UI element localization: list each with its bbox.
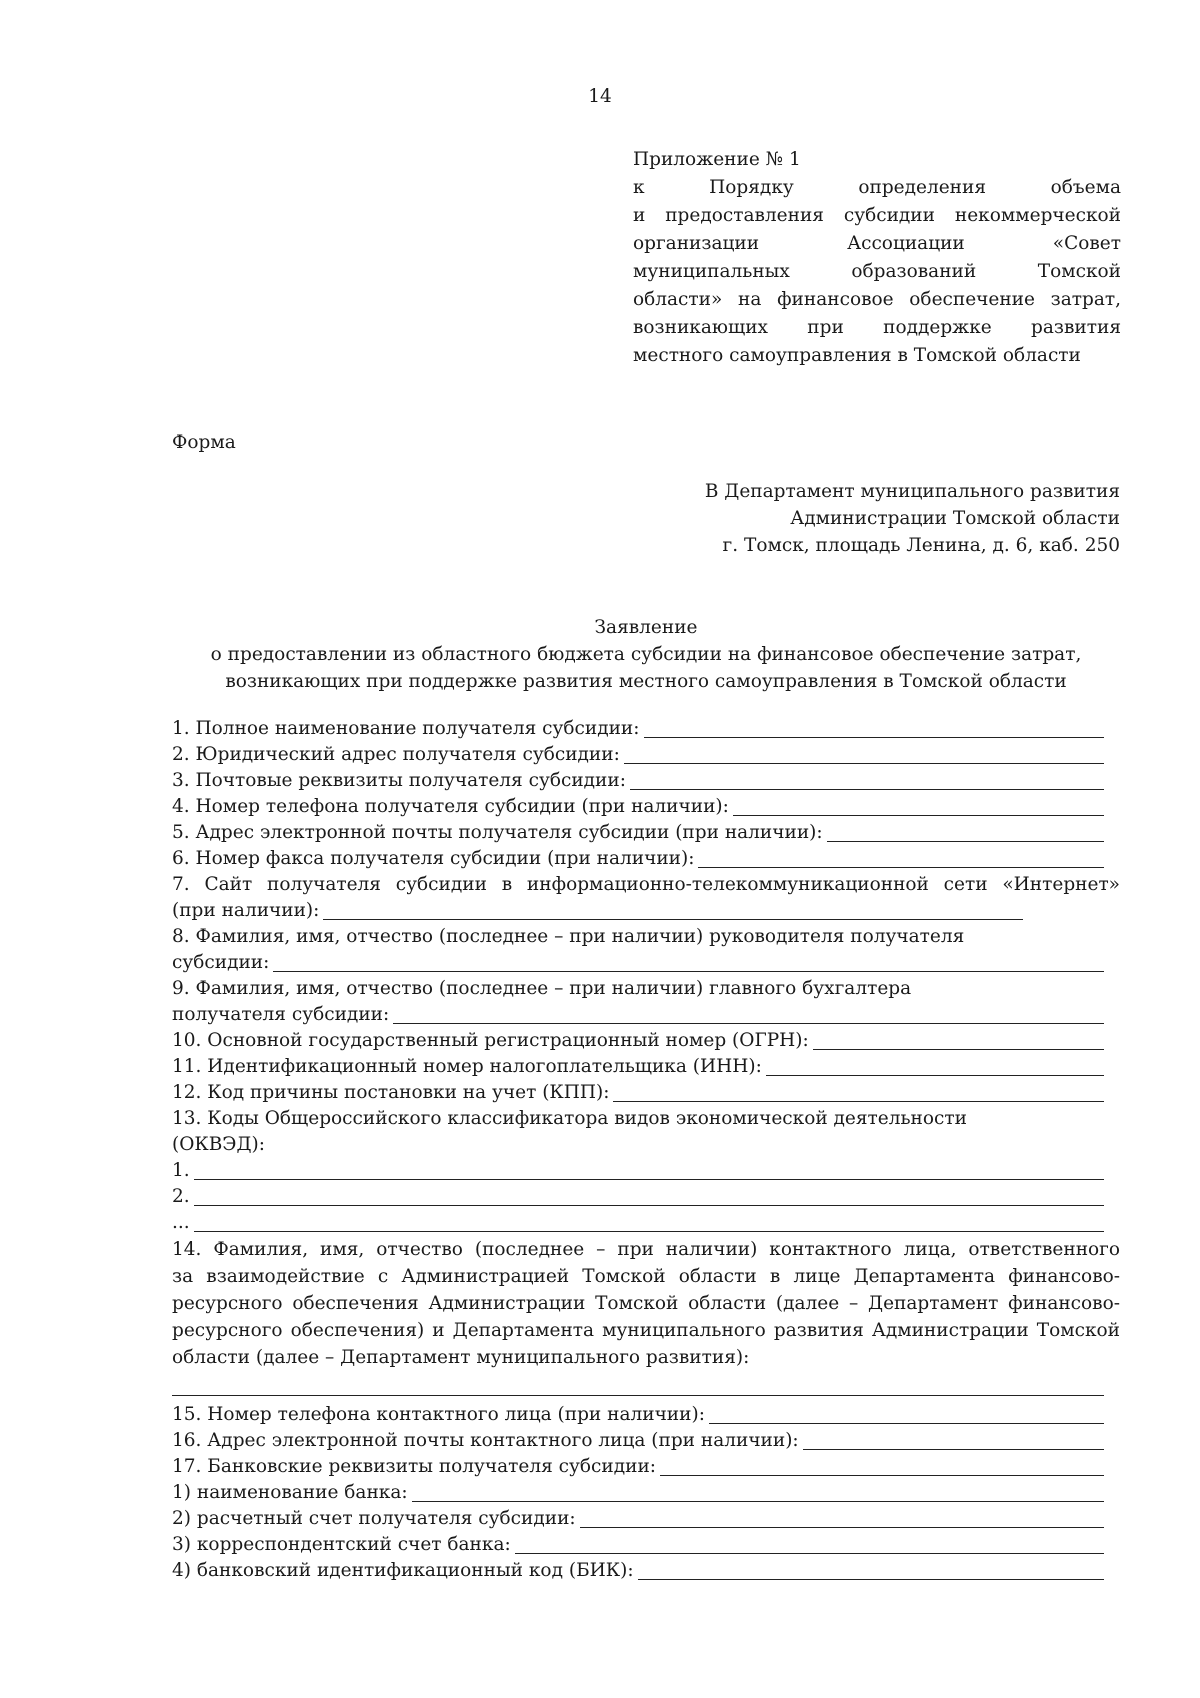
document-title — [172, 614, 1120, 695]
fill-line[interactable] — [630, 769, 1104, 790]
fill-line[interactable] — [194, 1211, 1104, 1232]
field-row — [172, 846, 1104, 872]
fill-line[interactable] — [580, 1507, 1104, 1528]
fill-line[interactable] — [644, 717, 1105, 738]
field-label: 11. Идентификационный номер налогоплательщика (ИНН): — [172, 1056, 762, 1077]
fill-line[interactable] — [273, 951, 1104, 972]
appendix-line: муниципальных образований Томской — [633, 261, 1121, 282]
field-row — [172, 1028, 1104, 1054]
field-row — [172, 1054, 1104, 1080]
fill-line[interactable] — [412, 1481, 1104, 1502]
appendix-line: к Порядку определения объема — [633, 177, 1121, 198]
field-row — [172, 1402, 1104, 1428]
fill-line[interactable] — [194, 1159, 1104, 1180]
fill-line[interactable] — [766, 1055, 1104, 1076]
field-row — [172, 1506, 1104, 1532]
field-row — [172, 898, 1104, 924]
appendix-line: возникающих при поддержке развития — [633, 317, 1121, 338]
field-label: 2. Юридический адрес получателя субсидии: — [172, 744, 620, 765]
field-14-paragraph — [172, 1236, 1120, 1371]
title-heading: Заявление — [594, 617, 698, 638]
fill-line[interactable] — [813, 1029, 1104, 1050]
field-row — [172, 1454, 1104, 1480]
field-row — [172, 950, 1104, 976]
field-row — [172, 794, 1104, 820]
fill-line[interactable] — [172, 1375, 1104, 1396]
appendix-title: Приложение № 1 — [633, 149, 801, 170]
field-label: (ОКВЭД): — [172, 1134, 265, 1155]
appendix-line: местного самоуправления в Томской области — [633, 345, 1081, 366]
fill-line[interactable] — [613, 1081, 1104, 1102]
field-label: 8. Фамилия, имя, отчество (последнее – при наличии) руководителя получателя — [172, 926, 965, 947]
fill-line[interactable] — [638, 1559, 1104, 1580]
field-row — [172, 1532, 1104, 1558]
addressee-line: г. Томск, площадь Ленина, д. 6, каб. 250 — [722, 535, 1120, 556]
field-row — [172, 1428, 1104, 1454]
field-label: 5. Адрес электронной почты получателя субсидии (при наличии): — [172, 822, 823, 843]
field-label: за взаимодействие с Администрацией Томской области в лице Департамента финансово- — [172, 1266, 1120, 1287]
appendix-block — [633, 146, 1121, 370]
field-row — [172, 768, 1104, 794]
fill-line[interactable] — [803, 1429, 1104, 1450]
field-label: 9. Фамилия, имя, отчество (последнее – при наличии) главного бухгалтера — [172, 978, 912, 999]
field-label: 12. Код причины постановки на учет (КПП): — [172, 1082, 610, 1103]
field-row — [172, 716, 1104, 742]
field-row — [172, 1002, 1104, 1028]
field-label: области (далее – Департамент муниципального развития): — [172, 1347, 750, 1368]
field-label: субсидии: — [172, 952, 270, 973]
field-label: ресурсного обеспечения Администрации Томской области (далее – Департамент финансово- — [172, 1293, 1120, 1314]
appendix-line: организации Ассоциации «Совет — [633, 233, 1121, 254]
field-row — [172, 1480, 1104, 1506]
field-label: 2) расчетный счет получателя субсидии: — [172, 1508, 576, 1529]
fill-line[interactable] — [624, 743, 1104, 764]
field-label: 4) банковский идентификационный код (БИК): — [172, 1560, 634, 1581]
field-row — [172, 1184, 1104, 1210]
appendix-line: и предоставления субсидии некоммерческой — [633, 205, 1121, 226]
field-row — [172, 1558, 1104, 1584]
field-label: (при наличии): — [172, 900, 320, 921]
appendix-line: области» на финансовое обеспечение затрат, — [633, 289, 1121, 310]
fill-line[interactable] — [827, 821, 1104, 842]
addressee-line: Администрации Томской области — [790, 508, 1120, 529]
fill-line[interactable] — [660, 1455, 1104, 1476]
field-row — [172, 820, 1104, 846]
field-label: 17. Банковские реквизиты получателя субсидии: — [172, 1456, 657, 1477]
field-label: 6. Номер факса получателя субсидии (при наличии): — [172, 848, 695, 869]
field-label: ресурсного обеспечения) и Департамента муниципального развития Администрации Томской — [172, 1320, 1120, 1341]
field-label: 7. Сайт получателя субсидии в информационно-телекоммуникационной сети «Интернет» — [172, 874, 1120, 895]
field-label: 4. Номер телефона получателя субсидии (при наличии): — [172, 796, 729, 817]
fill-line[interactable] — [733, 795, 1104, 816]
field-label: 15. Номер телефона контактного лица (при наличии): — [172, 1404, 705, 1425]
field-label: 1. Полное наименование получателя субсидии: — [172, 718, 640, 739]
field-label: получателя субсидии: — [172, 1004, 390, 1025]
field-label: 1) наименование банка: — [172, 1482, 408, 1503]
field-label: 10. Основной государственный регистрационный номер (ОГРН): — [172, 1030, 809, 1051]
form-label: Форма — [172, 432, 236, 453]
fill-line[interactable] — [709, 1403, 1104, 1424]
page-number: 14 — [588, 86, 612, 107]
field-label: 3) корреспондентский счет банка: — [172, 1534, 511, 1555]
field-label: 16. Адрес электронной почты контактного лица (при наличии): — [172, 1430, 799, 1451]
field-label: 3. Почтовые реквизиты получателя субсидии: — [172, 770, 626, 791]
fill-line[interactable] — [515, 1533, 1104, 1554]
field-row — [172, 1080, 1104, 1106]
addressee-line: В Департамент муниципального развития — [704, 481, 1120, 502]
field-label: 13. Коды Общероссийского классификатора видов экономической деятельности — [172, 1108, 967, 1129]
fill-line[interactable] — [323, 899, 1023, 920]
title-line: возникающих при поддержке развития местного самоуправления в Томской области — [225, 671, 1067, 692]
field-row — [172, 742, 1104, 768]
field-row — [172, 1158, 1104, 1184]
field-label: 2. — [172, 1186, 190, 1207]
fill-line[interactable] — [698, 847, 1104, 868]
title-line: о предоставлении из областного бюджета субсидии на финансовое обеспечение затрат, — [210, 644, 1082, 665]
field-label: 14. Фамилия, имя, отчество (последнее – при наличии) контактного лица, ответственного — [172, 1239, 1120, 1260]
application-form — [172, 716, 1120, 1584]
field-label: ... — [172, 1212, 190, 1233]
field-label: 1. — [172, 1160, 190, 1181]
fill-line[interactable] — [393, 1003, 1104, 1024]
fill-line[interactable] — [194, 1185, 1104, 1206]
addressee-block — [705, 478, 1120, 559]
field-row — [172, 1210, 1104, 1236]
